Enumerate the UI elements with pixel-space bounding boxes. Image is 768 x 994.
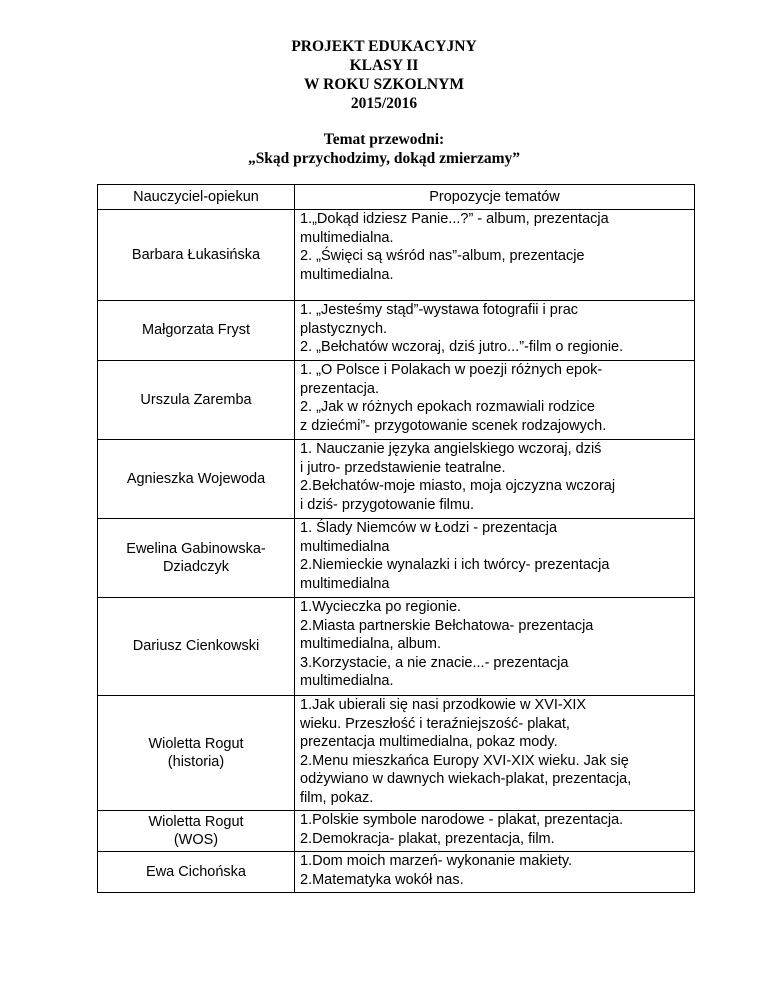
title-line: W ROKU SZKOLNYM [304, 76, 464, 93]
table-row [98, 696, 695, 811]
topic-line: 1. „O Polsce i Polakach w poezji różnych epok- [300, 362, 603, 378]
topic-line: 2. „Bełchatów wczoraj, dziś jutro...”-film o regionie. [300, 339, 624, 355]
teacher-cell [98, 440, 295, 519]
topic-line: odżywiano w dawnych wiekach-plakat, prezentacja, [300, 771, 632, 787]
topics-cell [295, 440, 695, 519]
teacher-name: (historia) [167, 754, 225, 770]
teacher-cell [98, 811, 295, 852]
topic-line: prezentacja. [300, 380, 379, 397]
topic-line: 2.Demokracja- plakat, prezentacja, film. [300, 830, 555, 847]
topic-line: 2. „Jak w różnych epokach rozmawiali rodzice [300, 399, 595, 415]
topic-line: multimedialna, album. [300, 636, 442, 652]
teacher-cell [98, 361, 295, 440]
topic-line: 2.Bełchatów-moje miasto, moja ojczyzna wczoraj [300, 478, 616, 494]
topic-line: 1. Nauczanie języka angielskiego wczoraj, dziś [300, 441, 602, 457]
title-line: KLASY II [349, 57, 419, 74]
topics-cell [295, 598, 695, 696]
teacher-name: Barbara Łukasińska [131, 246, 261, 263]
topic-line: multimedialna [300, 575, 390, 592]
teacher-cell [98, 519, 295, 598]
teacher-name: Dziadczyk [162, 559, 230, 575]
table-row [98, 210, 695, 301]
teacher-name: Wioletta Rogut [148, 813, 244, 830]
topic-line: 1. „Jesteśmy stąd”-wystawa fotografii i prac [300, 302, 579, 318]
topic-line: multimedialna. [300, 266, 394, 283]
table-row [98, 598, 695, 696]
topic-line: 3.Korzystacie, a nie znacie...- prezentacja [300, 654, 569, 671]
title-line: PROJEKT EDUKACYJNY [291, 38, 477, 55]
topic-line: 1.Polskie symbole narodowe - plakat, prezentacja. [300, 812, 624, 828]
table-row [98, 440, 695, 519]
topic-line: 2.Menu mieszkańca Europy XVI-XIX wieku. Jak się [300, 752, 629, 769]
topic-line: 1.Dom moich marzeń- wykonanie makiety. [300, 853, 573, 869]
teacher-name: Urszula Zaremba [140, 391, 252, 408]
topics-cell [295, 696, 695, 811]
teacher-name: Ewelina Gabinowska- [126, 540, 266, 557]
document-title [0, 37, 768, 113]
topic-line: i jutro- przedstawienie teatralne. [300, 459, 506, 476]
table-row [98, 301, 695, 361]
teacher-name: Małgorzata Fryst [142, 322, 250, 339]
topic-line: 1.Jak ubierali się nasi przodkowie w XVI-XIX [300, 697, 587, 713]
theme-heading [0, 130, 768, 168]
topics-table [97, 184, 695, 893]
topic-line: prezentacja multimedialna, pokaz mody. [300, 734, 558, 750]
topic-line: multimedialna. [300, 229, 394, 246]
theme-label: Temat przewodni: [323, 131, 445, 148]
topic-line: wieku. Przeszłość i teraźniejszość- plakat, [300, 715, 570, 732]
teacher-name: (WOS) [173, 832, 219, 848]
topics-cell [295, 519, 695, 598]
table-row [98, 852, 695, 893]
topics-column-header: Propozycje tematów [295, 185, 695, 210]
teacher-cell [98, 301, 295, 361]
table-row [98, 519, 695, 598]
topic-line: plastycznych. [300, 320, 388, 337]
topic-line: 1.„Dokąd idziesz Panie...?” - album, prezentacja [300, 211, 609, 227]
topic-line: multimedialna [300, 538, 390, 555]
teacher-column-header: Nauczyciel-opiekun [98, 185, 295, 210]
topic-line: 2.Miasta partnerskie Bełchatowa- prezentacja [300, 617, 594, 634]
topic-line: 1.Wycieczka po regionie. [300, 599, 462, 615]
teacher-cell [98, 852, 295, 893]
topics-cell [295, 210, 695, 301]
topics-cell [295, 811, 695, 852]
topic-line: multimedialna. [300, 673, 394, 689]
theme-text: „Skąd przychodzimy, dokąd zmierzamy” [247, 150, 521, 167]
topics-cell [295, 361, 695, 440]
teacher-name: Ewa Cichońska [146, 863, 246, 880]
topic-line: 2.Matematyka wokół nas. [300, 871, 464, 888]
table-row [98, 361, 695, 440]
teacher-cell [98, 598, 295, 696]
teacher-name: Wioletta Rogut [148, 735, 244, 752]
topic-line: 2. „Święci są wśród nas”-album, prezentacje [300, 248, 585, 264]
teacher-cell [98, 210, 295, 301]
topic-line: film, pokaz. [300, 789, 374, 806]
teacher-name: Dariusz Cienkowski [132, 638, 260, 655]
topic-line: 1. Ślady Niemców w Łodzi - prezentacja [300, 520, 558, 536]
topics-cell [295, 852, 695, 893]
topic-line: i dziś- przygotowanie filmu. [300, 496, 475, 513]
teacher-cell [98, 696, 295, 811]
table-body [98, 210, 695, 893]
teacher-name: Agnieszka Wojewoda [126, 470, 266, 487]
topic-line: z dziećmi”- przygotowanie scenek rodzajowych. [300, 417, 607, 434]
table-row [98, 811, 695, 852]
title-line: 2015/2016 [350, 95, 418, 112]
topic-line: 2.Niemieckie wynalazki i ich twórcy- prezentacja [300, 557, 610, 573]
topics-cell [295, 301, 695, 361]
table-header-row [98, 185, 695, 210]
